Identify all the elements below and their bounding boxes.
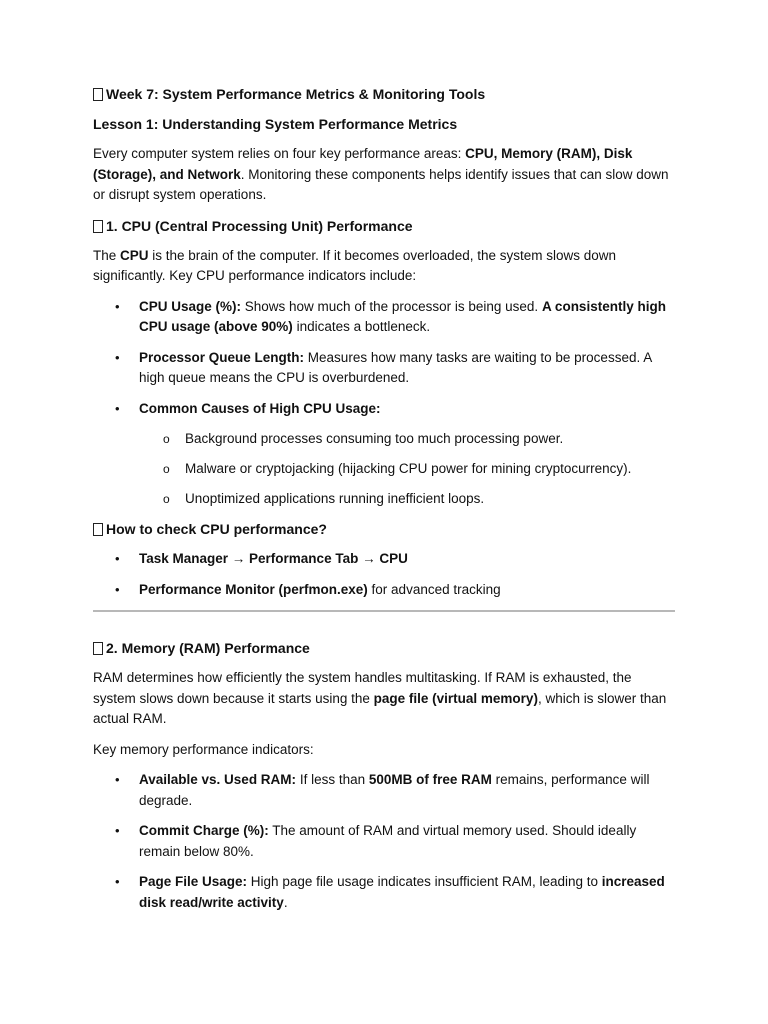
list-item: • Common Causes of High CPU Usage: (115, 400, 381, 416)
list-item: • Processor Queue Length: Measures how many tasks are waiting to be processed. A high queue means the CPU is overburdened. (115, 349, 652, 385)
missing-glyph-icon (93, 88, 103, 101)
cpu-check-list (93, 549, 675, 600)
memory-indicator-list (93, 770, 675, 913)
document-content (93, 84, 675, 923)
missing-glyph-icon (93, 642, 103, 655)
memory-paragraph: RAM determines how efficiently the system handles multitasking. If RAM is exhausted, the system slows down because it starts using the page file (virtual memory), which is slower than actual RAM. (93, 670, 667, 726)
section-divider (93, 610, 675, 612)
list-item: • Available vs. Used RAM: If less than 500MB of free RAM remains, performance will degrade. (115, 772, 650, 808)
memory-heading: 2. Memory (RAM) Performance (93, 638, 675, 658)
list-item: • Performance Monitor (perfmon.exe) for advanced tracking (115, 581, 501, 597)
list-item: • Page File Usage: High page file usage indicates insufficient RAM, leading to increased disk read/write activity. (115, 874, 665, 910)
list-item: o Background processes consuming too much processing power. (163, 431, 564, 446)
missing-glyph-icon (93, 523, 103, 536)
memory-indicators-label: Key memory performance indicators: (93, 741, 314, 757)
cpu-check-heading: How to check CPU performance? (93, 519, 675, 539)
list-item: o Malware or cryptojacking (hijacking CPU power for mining cryptocurrency). (163, 461, 632, 476)
intro-paragraph: Every computer system relies on four key performance areas: CPU, Memory (RAM), Disk (Storage), and Network. Monitoring these components helps identify issues that can slow down or disrupt system operations. (93, 146, 669, 202)
lesson-title: Lesson 1: Understanding System Performance Metrics (93, 116, 458, 132)
cpu-paragraph: The CPU is the brain of the computer. If it becomes overloaded, the system slows down significantly. Key CPU performance indicators include: (93, 247, 617, 283)
cpu-indicator-list (93, 297, 675, 420)
missing-glyph-icon (93, 220, 103, 233)
cpu-causes-list (93, 429, 675, 509)
week-title: Week 7: System Performance Metrics & Monitoring Tools (93, 84, 675, 104)
list-item: • Task Manager → Performance Tab → CPU (115, 551, 408, 566)
list-item: o Unoptimized applications running inefficient loops. (163, 491, 485, 506)
list-item: • Commit Charge (%): The amount of RAM and virtual memory used. Should ideally remain below 80%. (115, 823, 637, 859)
cpu-heading: 1. CPU (Central Processing Unit) Performance (93, 216, 675, 236)
list-item: • CPU Usage (%): Shows how much of the processor is being used. A consistently high CPU usage (above 90%) indicates a bottleneck. (115, 298, 666, 334)
